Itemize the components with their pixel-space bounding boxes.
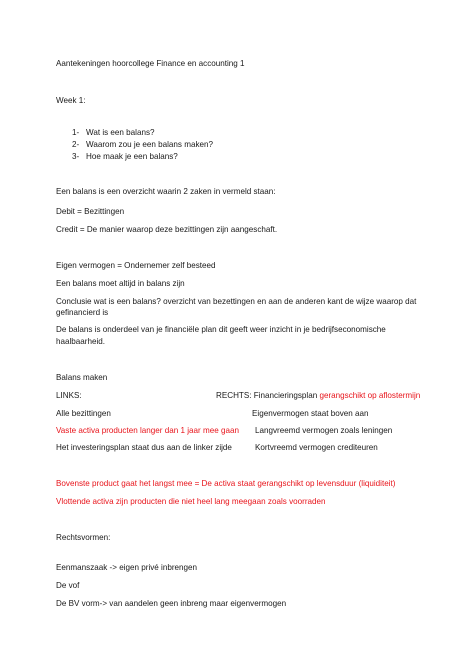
question-text: Wat is een balans? bbox=[86, 128, 155, 137]
onderdeel-line-1: De balans is onderdeel van je financiële plan dit geeft weer inzicht in je bedrijfseconomische bbox=[56, 325, 386, 334]
question-text: Waarom zou je een balans maken? bbox=[86, 140, 214, 149]
right-col-item: Kortvreemd vermogen crediteuren bbox=[255, 443, 378, 452]
rechts-heading bbox=[216, 391, 420, 401]
rechts-red-text: gerangschikt op aflostermijn bbox=[319, 391, 421, 400]
eigen-vermogen-line: Eigen vermogen = Ondernemer zelf besteed bbox=[56, 261, 216, 270]
right-col-item: Eigenvermogen staat boven aan bbox=[252, 409, 369, 418]
altijd-balans-line: Een balans moet altijd in balans zijn bbox=[56, 279, 185, 288]
eenmanszaak-line: Eenmanszaak -> eigen privé inbrengen bbox=[56, 563, 198, 572]
question-text: Hoe maak je een balans? bbox=[86, 152, 178, 161]
conclusie-line-1: Conclusie wat is een balans? overzicht van bezettingen en aan de anderen kant de wijze waarop dat bbox=[56, 297, 417, 306]
onderdeel-line-2: haalbaarheid. bbox=[56, 337, 106, 346]
balans-maken-heading: Balans maken bbox=[56, 373, 108, 382]
question-number: 1- bbox=[72, 128, 80, 137]
conclusie-line-2: gefinancierd is bbox=[56, 308, 109, 317]
debit-line: Debit = Bezittingen bbox=[56, 207, 125, 216]
bv-line: De BV vorm-> van aandelen geen inbreng maar eigenvermogen bbox=[56, 599, 287, 608]
red-note-2: Vlottende activa zijn producten die niet heel lang meegaan zoals voorraden bbox=[56, 497, 326, 506]
left-col-item-red: Vaste activa producten langer dan 1 jaar mee gaan bbox=[56, 426, 239, 435]
document-title: Aantekeningen hoorcollege Finance en accounting 1 bbox=[56, 59, 245, 68]
left-col-item: Alle bezittingen bbox=[56, 409, 111, 418]
vof-line: De vof bbox=[56, 581, 80, 590]
red-note-1: Bovenste product gaat het langst mee = De activa staat gerangschikt op levensduur (liquiditeit) bbox=[56, 479, 396, 488]
question-number: 3- bbox=[72, 152, 80, 161]
credit-line: Credit = De manier waarop deze bezittingen zijn aangeschaft. bbox=[56, 225, 278, 234]
question-number: 2- bbox=[72, 140, 80, 149]
week-heading: Week 1: bbox=[56, 96, 86, 105]
rechts-prefix: RECHTS: Financieringsplan bbox=[216, 391, 320, 400]
left-col-item: Het investeringsplan staat dus aan de linker zijde bbox=[56, 443, 232, 452]
right-col-item: Langvreemd vermogen zoals leningen bbox=[255, 426, 393, 435]
links-heading: LINKS: bbox=[56, 391, 82, 400]
balans-definition: Een balans is een overzicht waarin 2 zaken in vermeld staan: bbox=[56, 187, 276, 196]
rechtsvormen-heading: Rechtsvormen: bbox=[56, 533, 111, 542]
